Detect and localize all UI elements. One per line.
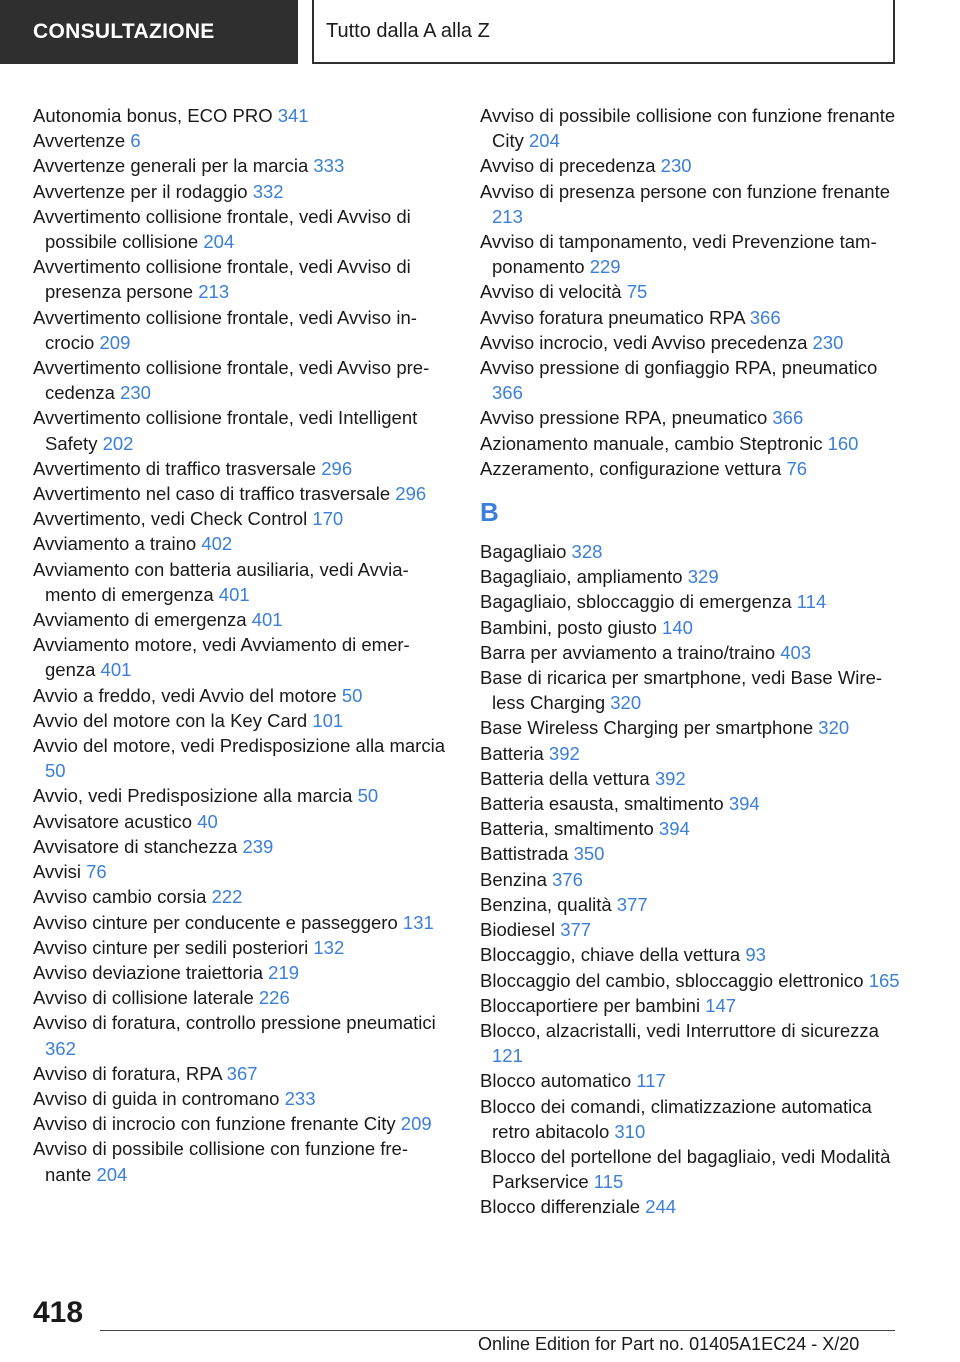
index-entry (33, 985, 448, 1010)
page-reference-link[interactable]: 204 (529, 130, 560, 152)
index-entry-text: Avviso di tamponamento, vedi Prevenzione tamponamento (480, 231, 877, 278)
page-reference-link[interactable]: 40 (197, 810, 218, 832)
page-reference-link[interactable]: 376 (552, 868, 583, 890)
index-entry (33, 1136, 448, 1186)
page-reference-link[interactable]: 202 (102, 432, 134, 454)
index-entry (33, 683, 448, 708)
index-entry-text: Avviamento motore, vedi Avviamento di emergenza (33, 634, 410, 681)
page-reference-link[interactable]: 377 (560, 919, 592, 941)
index-entry (33, 456, 448, 481)
page-reference-link[interactable]: 6 (130, 130, 141, 152)
index-entry (480, 968, 900, 993)
page-reference-link[interactable]: 366 (772, 407, 804, 429)
index-entry-text: Avviamento di emergenza (33, 609, 252, 631)
index-entry-text: Bloccaportiere per bambini (480, 994, 706, 1016)
index-entry-text: Biodiesel (480, 919, 561, 941)
page-reference-link[interactable]: 213 (198, 281, 230, 303)
index-entry-text: Avviamento con batteria ausiliaria, vedi Avviamento di emergenza (33, 558, 409, 605)
index-entry-text: Avviso cinture per sedili posteriori (33, 936, 314, 958)
index-entry (33, 531, 448, 556)
index-entry-text: Avvio del motore con la Key Card (33, 709, 313, 731)
index-entry-text: Avvio del motore, vedi Predisposizione alla marcia (33, 735, 445, 757)
page-reference-link[interactable]: 230 (660, 155, 692, 177)
page-reference-link[interactable]: 222 (211, 886, 243, 908)
page-reference-link[interactable]: 367 (226, 1062, 258, 1084)
page-reference-link[interactable]: 403 (780, 641, 812, 663)
index-entry-text: Avvertimento collisione frontale, vedi Avviso incrocio (33, 306, 417, 353)
index-entry (480, 1094, 900, 1144)
index-entry-text: Batteria della vettura (480, 767, 655, 789)
index-entry (33, 910, 448, 935)
index-entry-text: Avvertimento collisione frontale, vedi Avviso precedenza (33, 357, 430, 404)
index-entry (480, 665, 900, 715)
section-letter: B (480, 497, 499, 528)
footer-divider (100, 1330, 895, 1331)
index-entry-text: Avviso di foratura, controllo pressione pneumatici (33, 1012, 436, 1034)
index-entry (480, 816, 900, 841)
index-entry-text: Avvertimento, vedi Check Control (33, 508, 313, 530)
index-entry-text: Avviso incrocio, vedi Avviso precedenza (480, 331, 813, 353)
index-entry-text: Blocco, alzacristalli, vedi Interruttore di sicurezza (480, 1019, 879, 1041)
index-entry-text: Avvisi (33, 861, 87, 883)
page-reference-link[interactable]: 401 (251, 609, 283, 631)
index-entry-text: Avviso deviazione traiettoria (33, 961, 269, 983)
index-entry-text: Blocco del portellone del bagagliaio, vedi Modalità Parkservice (480, 1145, 891, 1193)
page-reference-link[interactable]: 230 (120, 382, 151, 404)
index-entry (480, 1018, 900, 1068)
index-entry (480, 942, 900, 967)
page-reference-link[interactable]: 147 (705, 994, 737, 1016)
index-entry (480, 589, 900, 614)
page-reference-link[interactable]: 350 (573, 843, 605, 865)
page-reference-link[interactable]: 229 (589, 256, 621, 278)
index-entry-text: Barra per avviamento a traino/traino (480, 641, 781, 663)
index-entry (480, 715, 900, 740)
index-group-a (480, 103, 900, 481)
index-column-left (33, 103, 448, 1187)
index-entry-text: Avviso di possibile collisione con funzione frenante City (480, 105, 896, 152)
index-entry (33, 405, 448, 455)
index-entry-text: Avviso di possibile collisione con funzione frenante (33, 1138, 409, 1185)
index-entry-text: Avvertimento collisione frontale, vedi Intelligent Safety (33, 407, 418, 454)
index-entry (480, 431, 900, 456)
page-reference-link[interactable]: 140 (662, 616, 693, 638)
page-reference-link[interactable]: 394 (658, 818, 690, 840)
index-entry-text: Bloccaggio del cambio, sbloccaggio elettronico (480, 969, 869, 991)
index-entry (33, 204, 448, 254)
page-reference-link[interactable]: 320 (610, 692, 642, 714)
page-reference-link[interactable]: 117 (636, 1070, 666, 1092)
index-entry (480, 456, 900, 481)
page-reference-link[interactable]: 233 (284, 1087, 316, 1109)
index-entry (480, 841, 900, 866)
index-entry-text: Avvisatore acustico (33, 810, 198, 832)
index-entry-text: Avviso pressione di gonfiaggio RPA, pneumatico (480, 357, 878, 379)
page-reference-link[interactable]: 204 (96, 1163, 128, 1185)
page-reference-link[interactable]: 101 (312, 709, 344, 731)
page-reference-link[interactable]: 50 (45, 760, 66, 782)
index-entry-text: Avviso di guida in contromano (33, 1087, 285, 1109)
page-title: Tutto dalla A alla Z (312, 0, 895, 64)
index-entry (33, 708, 448, 733)
page-reference-link[interactable]: 50 (357, 785, 379, 807)
index-entry (480, 539, 900, 564)
index-entry-text: Avviso di presenza persone con funzione frenante (480, 180, 891, 202)
page-reference-link[interactable]: 76 (86, 861, 107, 883)
index-entry-text: Avviso di incrocio con funzione frenante City (33, 1113, 401, 1135)
index-entry (33, 128, 448, 153)
page-reference-link[interactable]: 401 (100, 659, 132, 681)
index-entry (33, 1111, 448, 1136)
page-reference-link[interactable]: 310 (614, 1120, 646, 1142)
index-entry-text: Avvertimento collisione frontale, vedi Avviso di possibile collisione (33, 205, 411, 253)
index-entry (33, 607, 448, 632)
index-entry (480, 103, 900, 153)
index-entry (33, 1061, 448, 1086)
page-header (0, 0, 960, 66)
index-entry (33, 506, 448, 531)
index-entry (33, 103, 448, 128)
page-reference-link[interactable]: 204 (203, 231, 235, 253)
index-entry-text: Avviso di velocità (480, 281, 627, 303)
index-entry-text: Bagagliaio, sbloccaggio di emergenza (480, 591, 797, 613)
index-entry-text: Avvertenze generali per la marcia (33, 155, 314, 177)
index-entry (33, 733, 448, 783)
page-reference-link[interactable]: 401 (218, 583, 250, 605)
index-entry-text: Avviso di foratura, RPA (33, 1062, 227, 1084)
index-entry-text: Avvio, vedi Predisposizione alla marcia (33, 785, 358, 807)
index-entry (480, 766, 900, 791)
index-entry-text: Bagagliaio, ampliamento (480, 566, 688, 588)
page-reference-link[interactable]: 296 (321, 457, 353, 479)
index-entry-text: Azzeramento, configurazione vettura (480, 457, 787, 479)
page-reference-link[interactable]: 230 (812, 331, 844, 353)
index-entry-text: Benzina, qualità (480, 893, 617, 915)
page-reference-link[interactable]: 328 (571, 541, 603, 563)
index-entry-text: Batteria (480, 742, 549, 764)
index-entry-text: Bloccaggio, chiave della vettura (480, 944, 746, 966)
index-entry (480, 305, 900, 330)
page-reference-link[interactable]: 333 (313, 155, 345, 177)
index-entry-text: Benzina (480, 868, 552, 890)
page-reference-link[interactable]: 239 (242, 835, 274, 857)
section-label: CONSULTAZIONE (0, 0, 298, 64)
index-entry-text: Avvertimento di traffico trasversale (33, 457, 322, 479)
index-entry (33, 859, 448, 884)
index-entry (480, 330, 900, 355)
page-reference-link[interactable]: 115 (593, 1171, 624, 1193)
page-reference-link[interactable]: 226 (258, 987, 290, 1009)
page-reference-link[interactable]: 219 (268, 961, 300, 983)
index-entry (33, 632, 448, 682)
index-entry (33, 305, 448, 355)
index-entry-text: Batteria esausta, smaltimento (480, 793, 729, 815)
index-column-right (480, 103, 900, 1220)
index-entry (480, 615, 900, 640)
page-reference-link[interactable]: 341 (277, 105, 309, 126)
index-entry (33, 809, 448, 834)
index-entry (480, 867, 900, 892)
page-reference-link[interactable]: 244 (645, 1196, 677, 1218)
page-reference-link[interactable]: 213 (492, 205, 523, 227)
index-entry-text: Avvertimento nel caso di traffico trasversale (33, 483, 396, 505)
index-entry-text: Avviso cinture per conducente e passeggero (33, 911, 403, 933)
index-entry (480, 993, 900, 1018)
index-group-b (480, 539, 900, 1219)
index-entry (33, 884, 448, 909)
index-entry (480, 1068, 900, 1093)
edition-footer: Online Edition for Part no. 01405A1EC24 - X/20 (478, 1334, 860, 1354)
index-entry (33, 834, 448, 859)
index-entry-text: Avvertimento collisione frontale, vedi Avviso di presenza persone (33, 256, 411, 303)
index-entry (33, 1086, 448, 1111)
page-reference-link[interactable]: 209 (99, 331, 131, 353)
index-entry-text: Base di ricarica per smartphone, vedi Base Wireless Charging (480, 667, 883, 714)
index-entry (480, 564, 900, 589)
page-reference-link[interactable]: 329 (687, 566, 719, 588)
page-reference-link[interactable]: 377 (616, 893, 648, 915)
index-entry (480, 405, 900, 430)
page-reference-link[interactable]: 170 (312, 508, 344, 530)
index-entry (33, 355, 448, 405)
index-entry-text: Bagagliaio (480, 541, 572, 563)
page-reference-link[interactable]: 402 (201, 533, 233, 555)
index-entry (33, 935, 448, 960)
page-reference-link[interactable]: 114 (796, 591, 827, 613)
index-entry (480, 640, 900, 665)
index-entry-text: Avviamento a traino (33, 533, 202, 555)
index-entry (33, 783, 448, 808)
index-entry-text: Bambini, posto giusto (480, 616, 663, 638)
page-reference-link[interactable]: 76 (786, 457, 808, 479)
index-entry-text: Blocco differenziale (480, 1196, 646, 1218)
page-reference-link[interactable]: 392 (654, 767, 686, 789)
index-entry (480, 791, 900, 816)
page-reference-link[interactable]: 50 (341, 684, 363, 706)
page-reference-link[interactable]: 320 (818, 717, 850, 739)
index-entry (480, 1194, 900, 1219)
index-entry (480, 153, 900, 178)
index-entry-text: Avvertenze (33, 130, 131, 152)
index-entry (33, 557, 448, 607)
page-reference-link[interactable]: 366 (492, 382, 523, 404)
page-reference-link[interactable]: 160 (827, 432, 859, 454)
page-reference-link[interactable]: 209 (400, 1113, 432, 1135)
page-reference-link[interactable]: 296 (395, 483, 427, 505)
page-reference-link[interactable]: 362 (45, 1037, 76, 1059)
index-entry (33, 179, 448, 204)
page-reference-link[interactable]: 392 (548, 742, 580, 764)
index-entry-text: Avviso foratura pneumatico RPA (480, 306, 750, 328)
index-entry-text: Azionamento manuale, cambio Steptronic (480, 432, 828, 454)
page-reference-link[interactable]: 366 (749, 306, 781, 328)
index-entry-text: Battistrada (480, 843, 574, 865)
index-entry-text: Avviso pressione RPA, pneumatico (480, 407, 773, 429)
index-entry (480, 355, 900, 405)
page-reference-link[interactable]: 165 (868, 969, 900, 991)
index-entry-text: Batteria, smaltimento (480, 818, 659, 840)
page-reference-link[interactable]: 332 (252, 180, 284, 202)
index-entry (480, 179, 900, 229)
page-reference-link[interactable]: 121 (492, 1045, 523, 1067)
index-entry-text: Avviso cambio corsia (33, 886, 212, 908)
index-entry (480, 892, 900, 917)
index-entry (33, 960, 448, 985)
index-entry (480, 1144, 900, 1194)
index-entry-text: Avviso di collisione laterale (33, 987, 259, 1009)
page-reference-link[interactable]: 132 (313, 936, 345, 958)
index-entry-text: Avvertenze per il rodaggio (33, 180, 253, 202)
index-entry (480, 917, 900, 942)
index-entry-text: Blocco dei comandi, climatizzazione automatica retro abitacolo (480, 1095, 872, 1142)
index-entry (33, 481, 448, 506)
index-entry-text: Avvisatore di stanchezza (33, 835, 243, 857)
index-entry (33, 153, 448, 178)
page-reference-link[interactable]: 394 (728, 793, 760, 815)
index-entry (480, 229, 900, 279)
index-entry-text: Blocco automatico (480, 1070, 637, 1092)
index-entry-text: Base Wireless Charging per smartphone (480, 717, 819, 739)
page-reference-link[interactable]: 75 (626, 281, 648, 303)
page-reference-link[interactable]: 93 (745, 944, 766, 966)
index-entry (480, 279, 900, 304)
index-entry (33, 1010, 448, 1060)
page-reference-link[interactable]: 131 (402, 911, 434, 933)
index-entry-text: Avviso di precedenza (480, 155, 661, 177)
index-entry (33, 254, 448, 304)
index-entry (480, 741, 900, 766)
index-entry-text: Avvio a freddo, vedi Avvio del motore (33, 684, 342, 706)
index-entry-text: Autonomia bonus, ECO PRO (33, 105, 278, 126)
page-number: 418 (33, 1296, 84, 1329)
